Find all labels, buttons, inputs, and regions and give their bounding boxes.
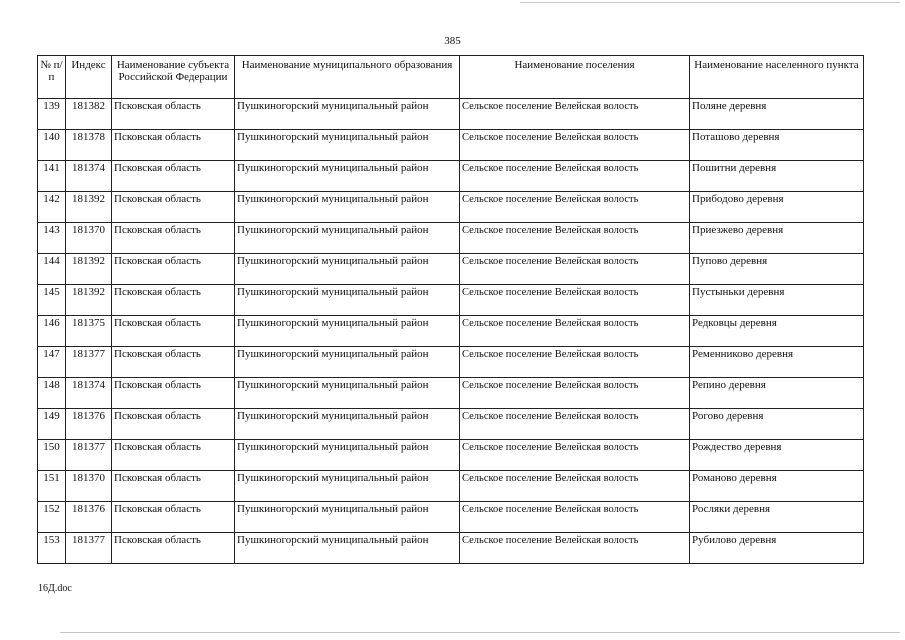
municipality-name: Пушкиногорский муниципальный район [235,440,460,471]
settlement-name: Сельское поселение Велейская волость [460,99,690,130]
subject-name: Псковская область [112,378,235,409]
locality-name: Редковцы деревня [690,316,864,347]
postal-index: 181377 [66,533,112,564]
municipality-name: Пушкиногорский муниципальный район [235,254,460,285]
table-row [38,254,864,285]
postal-index: 181375 [66,316,112,347]
header-settlement: Наименование поселения [460,56,690,99]
row-number: 142 [38,192,66,223]
subject-name: Псковская область [112,471,235,502]
settlement-name: Сельское поселение Велейская волость [460,285,690,316]
header-number: № п/п [38,56,66,99]
locality-name: Пошитни деревня [690,161,864,192]
settlement-name: Сельское поселение Велейская волость [460,192,690,223]
municipality-name: Пушкиногорский муниципальный район [235,347,460,378]
row-number: 145 [38,285,66,316]
locality-name: Рождество деревня [690,440,864,471]
table-row [38,192,864,223]
locality-name: Рубилово деревня [690,533,864,564]
row-number: 151 [38,471,66,502]
municipality-name: Пушкиногорский муниципальный район [235,285,460,316]
municipality-name: Пушкиногорский муниципальный район [235,316,460,347]
locality-name: Пупово деревня [690,254,864,285]
subject-name: Псковская область [112,502,235,533]
municipality-name: Пушкиногорский муниципальный район [235,192,460,223]
postal-index: 181377 [66,440,112,471]
postal-index: 181376 [66,409,112,440]
postal-index: 181392 [66,254,112,285]
settlement-name: Сельское поселение Велейская волость [460,161,690,192]
municipality-name: Пушкиногорский муниципальный район [235,533,460,564]
row-number: 143 [38,223,66,254]
subject-name: Псковская область [112,254,235,285]
scan-artifact-bottom [60,632,900,633]
locality-name: Репино деревня [690,378,864,409]
row-number: 150 [38,440,66,471]
settlement-name: Сельское поселение Велейская волость [460,223,690,254]
settlement-name: Сельское поселение Велейская волость [460,440,690,471]
table-row [38,378,864,409]
locality-name: Прибодово деревня [690,192,864,223]
municipality-name: Пушкиногорский муниципальный район [235,502,460,533]
locality-name: Ременниково деревня [690,347,864,378]
postal-index: 181376 [66,502,112,533]
municipality-name: Пушкиногорский муниципальный район [235,409,460,440]
row-number: 144 [38,254,66,285]
page-number: 385 [444,35,461,47]
locality-name: Рогово деревня [690,409,864,440]
localities-table [37,55,864,564]
settlement-name: Сельское поселение Велейская волость [460,471,690,502]
subject-name: Псковская область [112,192,235,223]
settlement-name: Сельское поселение Велейская волость [460,502,690,533]
table-row [38,409,864,440]
row-number: 152 [38,502,66,533]
row-number: 146 [38,316,66,347]
header-municipality: Наименование муниципального образования [235,56,460,99]
settlement-name: Сельское поселение Велейская волость [460,254,690,285]
municipality-name: Пушкиногорский муниципальный район [235,378,460,409]
locality-name: Поташово деревня [690,130,864,161]
settlement-name: Сельское поселение Велейская волость [460,378,690,409]
subject-name: Псковская область [112,285,235,316]
postal-index: 181374 [66,161,112,192]
header-locality: Наименование населенного пункта [690,56,864,99]
row-number: 140 [38,130,66,161]
table-row [38,347,864,378]
subject-name: Псковская область [112,533,235,564]
table-row [38,223,864,254]
table-row [38,161,864,192]
postal-index: 181392 [66,285,112,316]
postal-index: 181377 [66,347,112,378]
subject-name: Псковская область [112,409,235,440]
row-number: 141 [38,161,66,192]
table-header-row [38,56,864,99]
municipality-name: Пушкиногорский муниципальный район [235,130,460,161]
settlement-name: Сельское поселение Велейская волость [460,316,690,347]
subject-name: Псковская область [112,99,235,130]
settlement-name: Сельское поселение Велейская волость [460,533,690,564]
table-row [38,99,864,130]
header-subject: Наименование субъекта Российской Федерации [112,56,235,99]
locality-name: Пустыньки деревня [690,285,864,316]
table-row [38,440,864,471]
subject-name: Псковская область [112,347,235,378]
locality-name: Приезжево деревня [690,223,864,254]
locality-name: Поляне деревня [690,99,864,130]
subject-name: Псковская область [112,440,235,471]
subject-name: Псковская область [112,223,235,254]
row-number: 153 [38,533,66,564]
footer-filename: 16Д.doc [38,583,72,594]
table-row [38,502,864,533]
row-number: 139 [38,99,66,130]
postal-index: 181370 [66,471,112,502]
subject-name: Псковская область [112,316,235,347]
locality-name: Романово деревня [690,471,864,502]
table-body [38,99,864,564]
table-row [38,285,864,316]
postal-index: 181374 [66,378,112,409]
postal-index: 181378 [66,130,112,161]
locality-name: Росляки деревня [690,502,864,533]
row-number: 149 [38,409,66,440]
subject-name: Псковская область [112,130,235,161]
scan-artifact-top [520,2,900,3]
municipality-name: Пушкиногорский муниципальный район [235,99,460,130]
table-row [38,130,864,161]
table-row [38,471,864,502]
table-row [38,533,864,564]
municipality-name: Пушкиногорский муниципальный район [235,223,460,254]
municipality-name: Пушкиногорский муниципальный район [235,161,460,192]
subject-name: Псковская область [112,161,235,192]
postal-index: 181382 [66,99,112,130]
row-number: 147 [38,347,66,378]
table-row [38,316,864,347]
header-index: Индекс [66,56,112,99]
postal-index: 181370 [66,223,112,254]
settlement-name: Сельское поселение Велейская волость [460,347,690,378]
municipality-name: Пушкиногорский муниципальный район [235,471,460,502]
settlement-name: Сельское поселение Велейская волость [460,130,690,161]
row-number: 148 [38,378,66,409]
settlement-name: Сельское поселение Велейская волость [460,409,690,440]
postal-index: 181392 [66,192,112,223]
